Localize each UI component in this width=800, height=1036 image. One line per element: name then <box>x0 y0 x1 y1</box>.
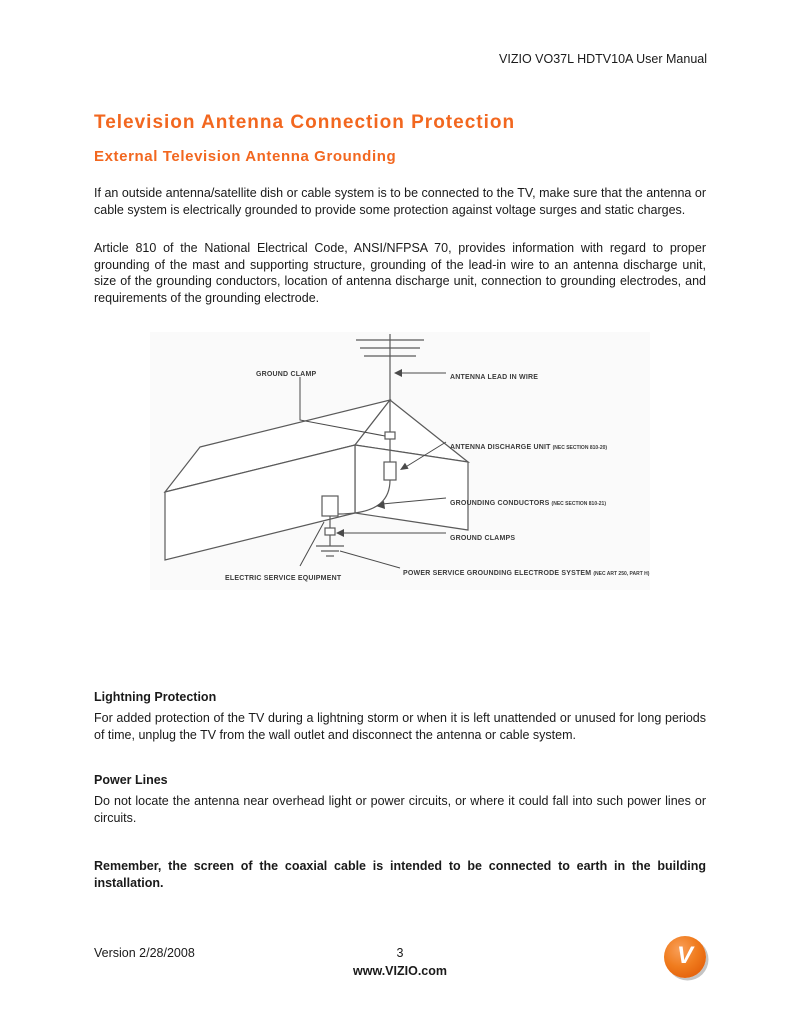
heading-lightning-protection: Lightning Protection <box>94 690 217 704</box>
antenna-discharge-unit-marker <box>384 462 396 480</box>
diagram-label-antenna-discharge-unit: ANTENNA DISCHARGE UNIT (NEC SECTION 810-20) <box>450 444 608 451</box>
diagram-label-grounding-conductors: GROUNDING CONDUCTORS (NEC SECTION 810-21) <box>450 500 607 507</box>
page-body <box>0 112 800 891</box>
paragraph-power-lines: Do not locate the antenna near overhead light or power circuits, or where it could fall into such power lines or circuits. <box>94 794 706 825</box>
diagram-label-ground-clamps: GROUND CLAMPS <box>450 535 516 542</box>
website-text: www.VIZIO.com <box>353 964 447 978</box>
version-text: Version 2/28/2008 <box>94 946 195 960</box>
diagram-label-electric-service-equipment: ELECTRIC SERVICE EQUIPMENT <box>225 575 342 582</box>
paragraph-article-810: Article 810 of the National Electrical Code, ANSI/NFPSA 70, provides information with regard to proper grounding of the mast and supporting structure, grounding of the lead-in wire to an antenna discharge unit, size of the grounding conductors, location of antenna discharge unit, connection to grounding electrodes, and requirements of the grounding electrode. <box>94 241 706 305</box>
diagram-label-ground-clamp: GROUND CLAMP <box>256 371 317 378</box>
paragraph-coaxial-note: Remember, the screen of the coaxial cable is intended to be connected to earth in the building installation. <box>94 859 706 890</box>
ground-clamp-marker <box>385 432 395 439</box>
page-title: Television Antenna Connection Protection <box>94 112 516 133</box>
paragraph-lightning-protection: For added protection of the TV during a lightning storm or when it is left unattended or unused for long periods of time, unplug the TV from the wall outlet and disconnect the antenna or cable system. <box>94 711 706 742</box>
paragraph-grounding-intro: If an outside antenna/satellite dish or cable system is to be connected to the TV, make sure that the antenna or cable system is electrically grounded to provide some protection against voltage surges and static charges. <box>94 186 706 217</box>
antenna-lead-arrowhead <box>394 369 402 377</box>
antenna-grounding-diagram <box>150 332 650 590</box>
ground-clamps-marker <box>325 528 335 535</box>
grounding-diagram-drawing <box>150 332 650 590</box>
electric-service-equipment-box <box>322 496 338 516</box>
footer-line <box>94 946 706 962</box>
earth-ground-symbol <box>316 546 344 556</box>
vizio-logo-letter: V <box>676 942 693 969</box>
manual-title: VIZIO VO37L HDTV10A User Manual <box>499 52 707 66</box>
ground-clamps-arrowhead <box>336 529 344 537</box>
electric-service-connector <box>300 522 324 566</box>
page-header <box>0 0 800 66</box>
power-service-connector <box>340 551 400 568</box>
diagram-label-power-service-grounding: POWER SERVICE GROUNDING ELECTRODE SYSTEM (NEC ART 250, PART H) <box>403 570 650 577</box>
page-subtitle: External Television Antenna Grounding <box>94 148 397 165</box>
diagram-label-antenna-lead-in-wire: ANTENNA LEAD IN WIRE <box>450 374 539 381</box>
page-number: 3 <box>396 946 404 960</box>
heading-power-lines: Power Lines <box>94 773 168 787</box>
vizio-logo-icon <box>664 936 706 978</box>
page-footer <box>94 942 706 978</box>
antenna-icon <box>356 334 424 400</box>
